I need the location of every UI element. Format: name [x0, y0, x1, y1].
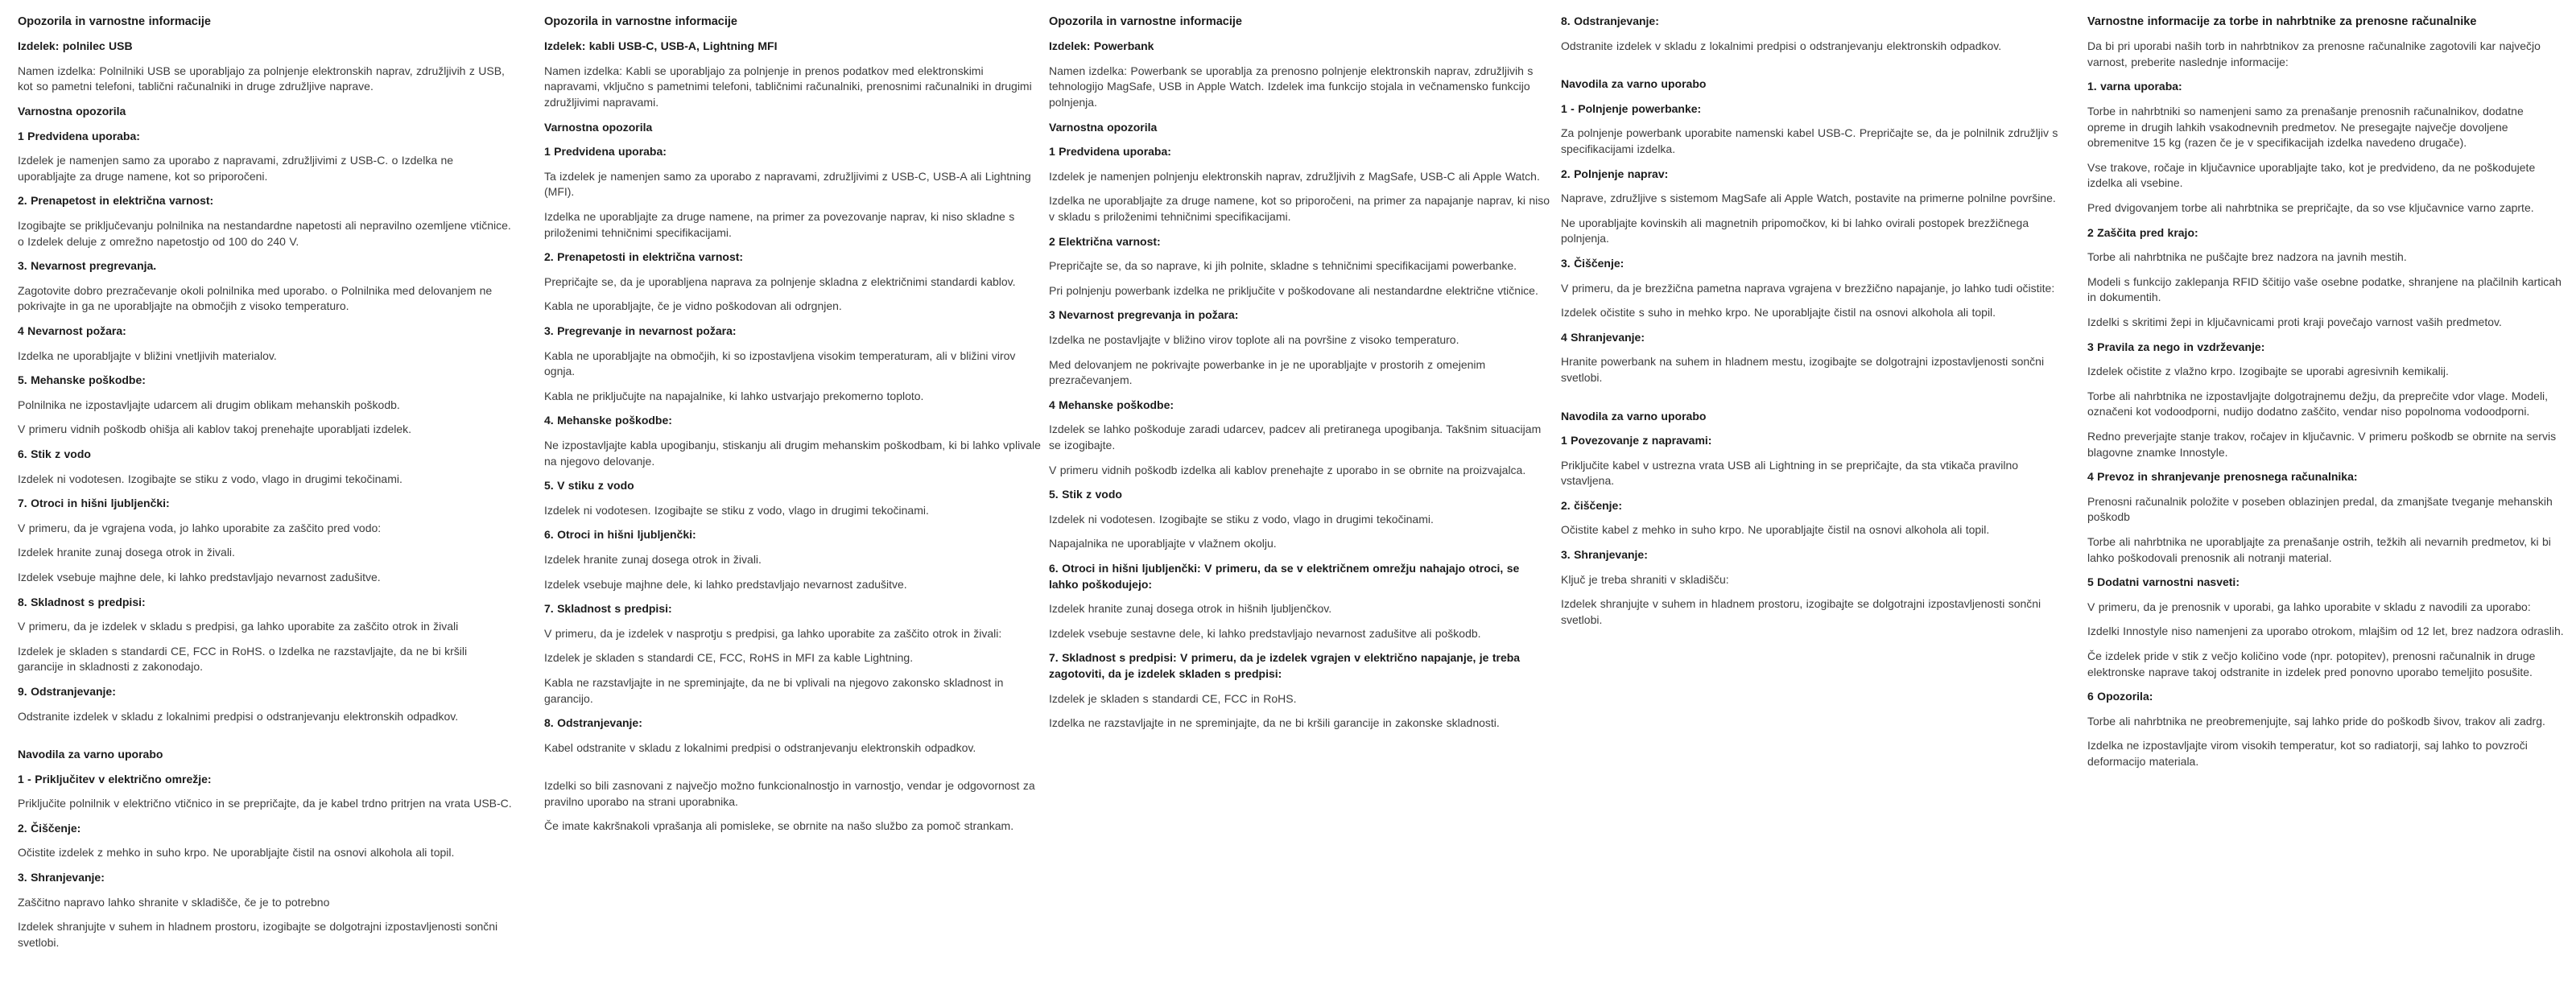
section-heading: 2. Čiščenje: — [18, 821, 81, 835]
column-charger-usb — [18, 14, 514, 959]
section-heading: 8. Skladnost s predpisi: — [18, 595, 146, 608]
column-powerbank-continued — [1561, 14, 2064, 637]
paragraph: Zaščitno napravo lahko shranite v skladišče, če je to potrebno — [18, 895, 330, 909]
section-heading: 1 Predvidena uporaba: — [1049, 145, 1171, 159]
section-heading: 1 Povezovanje z napravami: — [1561, 434, 1712, 447]
section-heading: Navodila za varno uporabo — [1561, 409, 1707, 423]
section-heading: 8. Odstranjevanje: — [544, 716, 642, 730]
paragraph: Očistite izdelek z mehko in suho krpo. Ne uporabljajte čistil na osnovi alkohola ali topil. — [18, 846, 455, 860]
paragraph: Priključite polnilnik v električno vtičnico in se prepričajte, da je kabel trdno pritrjen na vrata USB-C. — [18, 797, 512, 810]
paragraph: Namen izdelka: Kabli se uporabljajo za polnjenje in prenos podatkov med elektronskimi napravami, vključno s pametnimi telefoni, tabličnimi računalniki, prenosnimi računalniki in drugimi združljivimi napravami. — [544, 64, 1032, 109]
section-heading: 6. Otroci in hišni ljubljenčki: V primeru, da se v električnem omrežju nahajajo otroci, se lahko poškodujejo: — [1049, 561, 1520, 591]
section-heading: 3. Nevarnost pregrevanja. — [18, 259, 157, 273]
paragraph: Polnilnika ne izpostavljajte udarcem ali drugim oblikam mehanskih poškodb. — [18, 398, 400, 411]
paragraph: Hranite powerbank na suhem in hladnem mestu, izogibajte se dolgotrajni izpostavljenosti sončni svetlobi. — [1561, 355, 2045, 384]
paragraph: Izdelek hranite zunaj dosega otrok in živali. — [544, 552, 762, 566]
section-heading: 3. Pregrevanje in nevarnost požara: — [544, 324, 737, 338]
section-heading: 5 Dodatni varnostni nasveti: — [2087, 575, 2240, 589]
paragraph: Za polnjenje powerbank uporabite namenski kabel USB-C. Prepričajte se, da je polnilnik združljiv s specifikacijami izdelka. — [1561, 126, 2058, 155]
paragraph: Priključite kabel v ustrezna vrata USB ali Lightning in se prepričajte, da sta vtikača pravilno vstavljena. — [1561, 458, 2019, 488]
section-heading: 3. Shranjevanje: — [18, 871, 105, 884]
section-heading: 9. Odstranjevanje: — [18, 684, 116, 698]
column-cables — [544, 14, 1041, 843]
paragraph: V primeru, da je izdelek v skladu s predpisi, ga lahko uporabite za zaščito otrok in živali — [18, 620, 459, 633]
section-heading: 8. Odstranjevanje: — [1561, 14, 1659, 27]
paragraph: V primeru vidnih poškodb izdelka ali kablov prenehajte z uporabo in se obrnite na proizvajalca. — [1049, 463, 1526, 476]
section-heading: 3. Shranjevanje: — [1561, 548, 1648, 562]
paragraph: Ta izdelek je namenjen samo za uporabo z napravami, združljivimi z USB-C, USB-A ali Lightning (MFI). — [544, 169, 1031, 199]
paragraph: Izdelek je namenjen polnjenju elektronskih naprav, združljivih z MagSafe, USB-C ali Apple Watch. — [1049, 169, 1540, 183]
section-heading: Varnostna opozorila — [1049, 120, 1158, 134]
section-heading: 7. Skladnost s predpisi: V primeru, da je izdelek vgrajen v električno napajanje, je treba zagotoviti, da je izdelek skladen s predpisi: — [1049, 651, 1521, 680]
paragraph: Izdelek ni vodotesen. Izogibajte se stiku z vodo, vlago in drugimi tekočinami. — [544, 503, 929, 517]
paragraph: Ključ je treba shraniti v skladišču: — [1561, 572, 1729, 586]
section-heading: 2. čiščenje: — [1561, 498, 1622, 512]
section-heading: 6. Stik z vodo — [18, 447, 91, 460]
paragraph: Torbe ali nahrbtnika ne puščajte brez nadzora na javnih mestih. — [2087, 250, 2407, 264]
paragraph: Modeli s funkcijo zaklepanja RFID ščitijo vaše osebne podatke, shranjene na plačilnih karticah in dokumentih. — [2087, 274, 2562, 304]
paragraph: Vse trakove, ročaje in ključavnice uporabljajte tako, kot je predvideno, da ne poškodujete izdelka ali vsebine. — [2087, 160, 2536, 190]
paragraph: V primeru vidnih poškodb ohišja ali kablov takoj prenehajte uporabljati izdelek. — [18, 423, 412, 436]
paragraph: Izdelek se lahko poškoduje zaradi udarcev, padcev ali pretiranega upogibanja. Takšnim situacijam se izogibajte. — [1049, 423, 1542, 451]
paragraph: Torbe in nahrbtniki so namenjeni samo za prenašanje prenosnih računalnikov, dodatne opreme in drugih lahkih vsakodnevnih predmetov. Ne presegajte največje dovoljene obremenitve 15 kg (razen če je v specifikacijah izdelka navedeno drugače). — [2087, 105, 2524, 150]
section-heading: Navodila za varno uporabo — [1561, 77, 1707, 91]
paragraph: Izdelki so bili zasnovani z največjo možno funkcionalnostjo in varnostjo, vendar je odgovornost za pravilno uporabo na strani uporabnika. — [544, 779, 1035, 808]
paragraph: Če imate kakršnakoli vprašanja ali pomisleke, se obrnite na našo službo za pomoč strankam. — [544, 819, 1014, 833]
section-spacer — [544, 765, 1041, 778]
paragraph: Izdelka ne postavljajte v bližino virov toplote ali na površine z visoko temperaturo. — [1049, 333, 1459, 347]
paragraph: Redno preverjajte stanje trakov, ročajev in ključavnic. V primeru poškodb se obrnite na servis blagovne znamke Innostyle. — [2087, 429, 2557, 459]
paragraph: Prepričajte se, da so naprave, ki jih polnite, skladne s tehničnimi specifikacijami powerbanke. — [1049, 259, 1517, 273]
document-title: Opozorila in varnostne informacije — [1049, 15, 1242, 28]
paragraph: Očistite kabel z mehko in suho krpo. Ne uporabljajte čistil na osnovi alkohola ali topil. — [1561, 523, 1990, 537]
paragraph: Izdelek ni vodotesen. Izogibajte se stiku z vodo, vlago in drugimi tekočinami. — [1049, 512, 1434, 526]
section-heading: Varnostna opozorila — [18, 105, 126, 118]
paragraph: Če izdelek pride v stik z večjo količino vode (npr. potopitev), prenosni računalnik in druge elektronske naprave takoj odstranite in izdelek pred ponovno uporabo temeljito posušite. — [2087, 649, 2536, 678]
paragraph: Izdelek je namenjen samo za uporabo z napravami, združljivimi z USB-C. o Izdelka ne uporabljajte za druge namene, kot so priporočeni. — [18, 154, 454, 183]
paragraph: Izdelek očistite s suho in mehko krpo. Ne uporabljajte čistil na osnovi alkohola ali topil. — [1561, 306, 1996, 320]
section-heading: 1. varna uporaba: — [2087, 80, 2182, 93]
paragraph: Prepričajte se, da je uporabljena naprava za polnjenje skladna z električnimi standardi kablov. — [544, 274, 1016, 288]
paragraph: Namen izdelka: Powerbank se uporablja za prenosno polnjenje elektronskih naprav, združljivih s tehnologijo MagSafe, USB in Apple Watch. Izdelek ima funkcijo stojala in večnamensko funkcijo polnjenja. — [1049, 64, 1534, 109]
paragraph: Izdelki Innostyle niso namenjeni za uporabo otrokom, mlajšim od 12 let, brez nadzora odraslih. — [2087, 625, 2564, 638]
section-heading: 7. Otroci in hišni ljubljenčki: — [18, 497, 170, 510]
section-heading: 5. Mehanske poškodbe: — [18, 373, 146, 387]
paragraph: V primeru, da je prenosnik v uporabi, ga lahko uporabite v skladu z navodili za uporabo: — [2087, 600, 2531, 613]
paragraph: Izdelek je skladen s standardi CE, FCC in RoHS. o Izdelka ne razstavljajte, da ne bi kršili garancije in skladnosti z zakonodajo. — [18, 644, 468, 674]
paragraph: Izdelek je skladen s standardi CE, FCC, RoHS in MFI za kable Lightning. — [544, 651, 914, 665]
section-heading: 4 Mehanske poškodbe: — [1049, 398, 1174, 411]
paragraph: Izdelek je skladen s standardi CE, FCC in RoHS. — [1049, 691, 1297, 705]
column-laptop-bags — [2087, 14, 2564, 778]
document-title: Opozorila in varnostne informacije — [18, 15, 211, 28]
paragraph: Izdelka ne uporabljajte v bližini vnetljivih materialov. — [18, 348, 277, 362]
paragraph: Izdelka ne uporabljajte za druge namene, kot so priporočeni, na primer za napajanje naprav, ki niso v skladu s priloženimi tehničnimi specifikacijami. — [1049, 194, 1550, 224]
paragraph: Izdelek vsebuje sestavne dele, ki lahko predstavljajo nevarnost zadušitve ali poškodb. — [1049, 626, 1481, 640]
document-title: Varnostne informacije za torbe in nahrbtnike za prenosne računalnike — [2087, 15, 2477, 28]
section-heading: 2. Prenapetosti in električna varnost: — [544, 250, 744, 264]
section-heading: 1 Predvidena uporaba: — [544, 145, 667, 159]
section-heading: 1 - Priključitev v električno omrežje: — [18, 772, 212, 785]
section-heading: 6. Otroci in hišni ljubljenčki: — [544, 528, 696, 542]
paragraph: Izdelka ne izpostavljajte virom visokih temperatur, kot so radiatorji, saj lahko to povzroči deformacijo materiala. — [2087, 739, 2528, 768]
section-heading: 4 Prevoz in shranjevanje prenosnega računalnika: — [2087, 470, 2358, 484]
section-heading: 7. Skladnost s predpisi: — [544, 602, 672, 616]
section-heading: 2. Prenapetost in električna varnost: — [18, 194, 214, 208]
paragraph: Izdelki s skritimi žepi in ključavnicami proti kraji povečajo varnost vaših predmetov. — [2087, 315, 2502, 329]
paragraph: Izdelek hranite zunaj dosega otrok in hišnih ljubljenčkov. — [1049, 602, 1332, 616]
section-heading: Izdelek: Powerbank — [1049, 39, 1154, 53]
paragraph: Izdelek hranite zunaj dosega otrok in živali. — [18, 546, 235, 559]
paragraph: Odstranite izdelek v skladu z lokalnimi predpisi o odstranjevanju elektronskih odpadkov. — [18, 709, 459, 723]
document-title: Opozorila in varnostne informacije — [544, 15, 737, 28]
paragraph: Naprave, združljive s sistemom MagSafe ali Apple Watch, postavite na primerne polnilne površine. — [1561, 192, 2056, 205]
section-heading: 3. Čiščenje: — [1561, 256, 1624, 270]
paragraph: Pri polnjenju powerbank izdelka ne priključite v poškodovane ali nestandardne električne vtičnice. — [1049, 283, 1538, 297]
section-heading: 5. V stiku z vodo — [544, 479, 634, 493]
paragraph: Ne uporabljajte kovinskih ali magnetnih pripomočkov, ki bi lahko ovirali postopek brezžičnega polnjenja. — [1561, 216, 2029, 245]
paragraph: Torbe ali nahrbtnika ne preobremenjujte, saj lahko pride do poškodb šivov, trakov ali zadrg. — [2087, 714, 2545, 728]
paragraph: Izdelek shranjujte v suhem in hladnem prostoru, izogibajte se dolgotrajni izpostavljenosti sončni svetlobi. — [18, 920, 498, 949]
paragraph: V primeru, da je vgrajena voda, jo lahko uporabite za zaščito pred vodo: — [18, 521, 382, 534]
paragraph: Odstranite izdelek v skladu z lokalnimi predpisi o odstranjevanju elektronskih odpadkov. — [1561, 39, 2002, 52]
section-spacer — [1561, 395, 2064, 409]
section-heading: Izdelek: kabli USB-C, USB-A, Lightning MFI — [544, 39, 778, 53]
section-heading: 2. Polnjenje naprav: — [1561, 167, 1669, 180]
section-heading: Navodila za varno uporabo — [18, 748, 163, 761]
paragraph: Kabla ne priključujte na napajalnike, ki lahko ustvarjajo prekomerno toploto. — [544, 389, 924, 402]
section-heading: Izdelek: polnilec USB — [18, 39, 133, 53]
paragraph: Pred dvigovanjem torbe ali nahrbtnika se prepričajte, da so vse ključavnice varno zaprte. — [2087, 201, 2534, 215]
paragraph: Izdelka ne razstavljajte in ne spreminjajte, da ne bi kršili garancije in zakonske skladnosti. — [1049, 716, 1500, 730]
paragraph: Kabla ne razstavljajte in ne spreminjajte, da ne bi vplivali na njegovo zakonsko skladnost in garancijo. — [544, 675, 1004, 705]
section-spacer — [18, 733, 514, 747]
paragraph: V primeru, da je brezžična pametna naprava vgrajena v brezžično napajanje, jo lahko tudi očistite: — [1561, 281, 2055, 295]
paragraph: Ne izpostavljajte kabla upogibanju, stiskanju ali drugim mehanskim poškodbam, ki bi lahko vplivale na njegovo delovanje. — [544, 438, 1041, 468]
section-heading: 4. Mehanske poškodbe: — [544, 414, 672, 427]
section-heading: 6 Opozorila: — [2087, 690, 2153, 703]
section-heading: 2 Zaščita pred krajo: — [2087, 225, 2198, 239]
section-spacer — [1561, 63, 2064, 76]
paragraph: Napajalnika ne uporabljajte v vlažnem okolju. — [1049, 537, 1277, 550]
paragraph: Med delovanjem ne pokrivajte powerbanke in je ne uporabljajte v prostorih z omejenim prezračevanjem. — [1049, 357, 1486, 387]
column-powerbank — [1049, 14, 1550, 740]
paragraph: Namen izdelka: Polnilniki USB se uporabljajo za polnjenje elektronskih naprav, združljivih z USB, kot so pametni telefoni, tablični računalniki in druge združljive naprave. — [18, 64, 505, 93]
paragraph: Izdelek očistite z vlažno krpo. Izogibajte se uporabi agresivnih kemikalij. — [2087, 365, 2449, 378]
paragraph: Prenosni računalnik položite v poseben oblazinjen predal, da zmanjšate tveganje mehanskih poškodb — [2087, 494, 2553, 524]
paragraph: Kabla ne uporabljajte, če je vidno poškodovan ali odrgnjen. — [544, 299, 842, 313]
section-heading: Varnostna opozorila — [544, 120, 653, 134]
paragraph: Izdelek vsebuje majhne dele, ki lahko predstavljajo nevarnost zadušitve. — [544, 577, 907, 591]
section-heading: 4 Shranjevanje: — [1561, 330, 1645, 344]
paragraph: Zagotovite dobro prezračevanje okoli polnilnika med uporabo. o Polnilnika med delovanjem ne pokrivajte in ga ne uporabljajte na območjih z visoko temperaturo. — [18, 283, 493, 313]
section-heading: 1 - Polnjenje powerbanke: — [1561, 101, 1702, 115]
paragraph: Da bi pri uporabi naših torb in nahrbtnikov za prenosne računalnike zagotovili kar največjo varnost, preberite naslednje informacije: — [2087, 39, 2541, 68]
paragraph: Kabla ne uporabljajte na območjih, ki so izpostavljena visokim temperaturam, ali v bližini virov ognja. — [544, 348, 1016, 378]
section-heading: 4 Nevarnost požara: — [18, 324, 126, 338]
paragraph: Kabel odstranite v skladu z lokalnimi predpisi o odstranjevanju elektronskih odpadkov. — [544, 740, 976, 754]
paragraph: Torbe ali nahrbtnika ne uporabljajte za prenašanje ostrih, težkih ali nevarnih predmetov, ki bi lahko poškodovali prenosnik ali notranji material. — [2087, 534, 2551, 564]
section-heading: 1 Predvidena uporaba: — [18, 129, 140, 142]
paragraph: Izdelek ni vodotesen. Izogibajte se stiku z vodo, vlago in drugimi tekočinami. — [18, 472, 402, 485]
section-heading: 2 Električna varnost: — [1049, 234, 1161, 248]
section-heading: 3 Nevarnost pregrevanja in požara: — [1049, 308, 1239, 322]
paragraph: Torbe ali nahrbtnika ne izpostavljajte dolgotrajnemu dežju, da preprečite vdor vlage. Modeli, označeni kot vodoodporni, nudijo dodatno zaščito, vendar niso popolnoma vodoodporni. — [2087, 389, 2549, 418]
paragraph: V primeru, da je izdelek v nasprotju s predpisi, ga lahko uporabite za zaščito otrok in živali: — [544, 626, 1002, 640]
paragraph: Izogibajte se priključevanju polnilnika na nestandardne napetosti ali nepravilno ozemljene vtičnice. o Izdelek deluje z omrežno napetostjo od 100 do 240 V. — [18, 219, 511, 248]
paragraph: Izdelek shranjujte v suhem in hladnem prostoru, izogibajte se dolgotrajni izpostavljenosti sončni svetlobi. — [1561, 597, 2041, 626]
paragraph: Izdelka ne uporabljajte za druge namene, na primer za povezovanje naprav, ki niso skladne s priloženimi tehničnimi specifikacijami. — [544, 210, 1015, 239]
section-heading: 5. Stik z vodo — [1049, 488, 1122, 501]
section-heading: 3 Pravila za nego in vzdrževanje: — [2087, 340, 2265, 353]
paragraph: Izdelek vsebuje majhne dele, ki lahko predstavljajo nevarnost zadušitve. — [18, 570, 381, 583]
